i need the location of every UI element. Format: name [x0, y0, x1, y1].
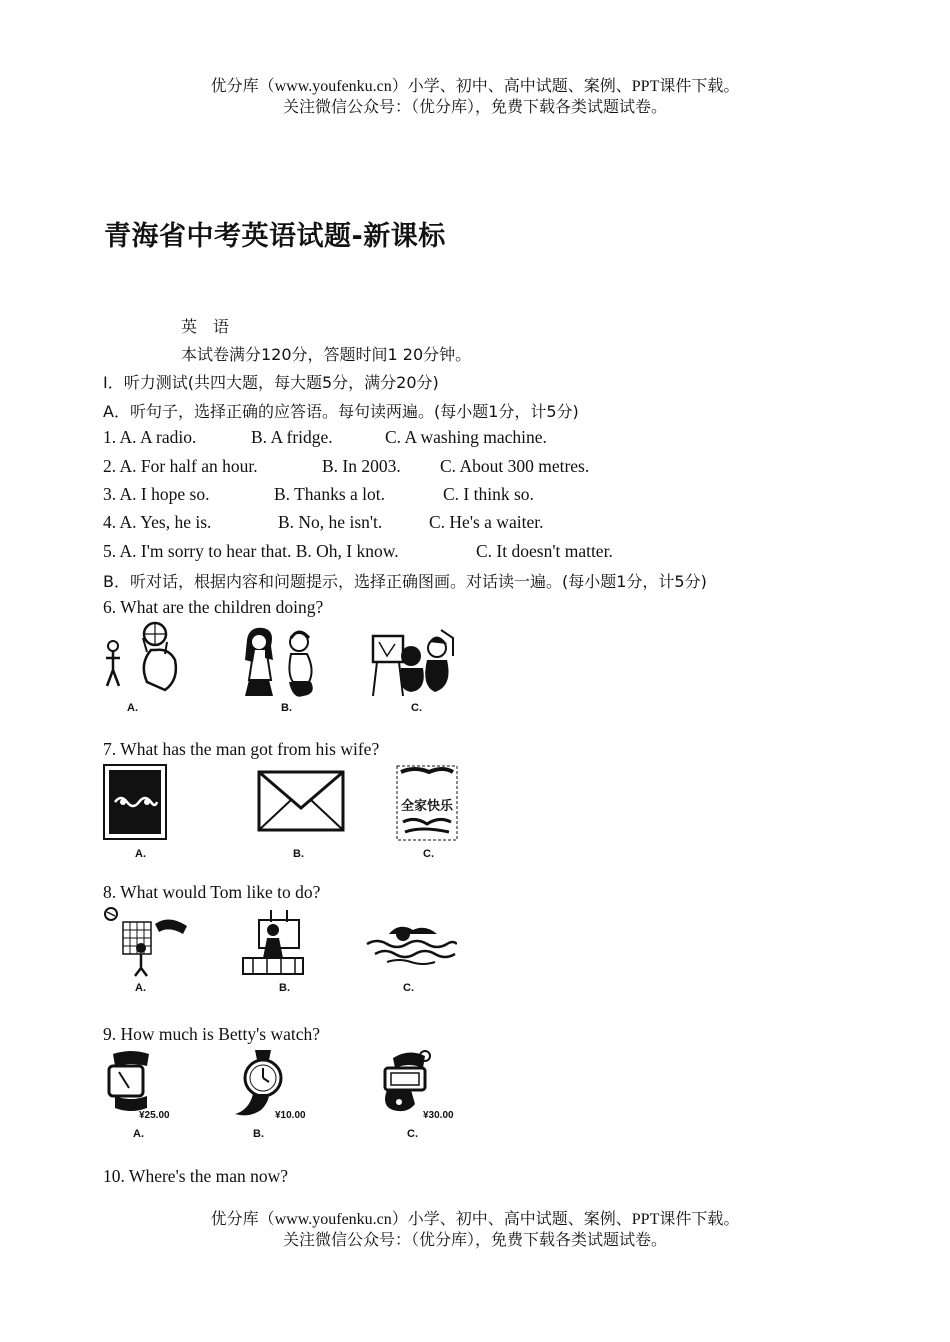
- page-header: [0, 76, 950, 118]
- q8-figure-c: [365, 904, 457, 994]
- footer-line-2: 关注微信公众号：（优分库），免费下载各类试题试卷。: [282, 1232, 667, 1249]
- q6-figure-c: [371, 620, 457, 714]
- watch-b-image: [229, 1048, 299, 1118]
- greeting-card-image: [395, 764, 459, 842]
- envelope-image: [257, 764, 345, 834]
- watch-c-image: [377, 1048, 437, 1114]
- price-a: ¥25.00: [139, 1110, 170, 1121]
- q4-option-a: 4. A. Yes, he is.: [103, 512, 212, 532]
- shopping-image: [239, 904, 309, 980]
- q7-figure-a: [103, 764, 167, 860]
- question-1: [103, 427, 803, 449]
- q1-option-b: B. A fridge.: [251, 427, 333, 447]
- talking-girls-image: [237, 620, 327, 700]
- document-title: 青海省中考英语试题-新课标: [104, 221, 446, 252]
- footer-line-1: 优分库（www.youfenku.cn）小学、初中、高中试题、案例、PPT课件下载。: [210, 1211, 740, 1228]
- q7-figure-b: [257, 764, 345, 860]
- q6-label-b: B.: [281, 702, 292, 714]
- part-b-heading: B．听对话，根据内容和问题提示，选择正确图画。对话读一遍。(每小题1分，计5分): [103, 572, 707, 591]
- q9-figure-b: [229, 1048, 306, 1140]
- q5-option-ab: 5. A. I'm sorry to hear that. B. Oh, I know.: [103, 541, 399, 561]
- question-4: [103, 512, 803, 534]
- basketball-players-image: [103, 620, 183, 700]
- q2-option-b: B. In 2003.: [322, 456, 401, 476]
- q6-label-a: A.: [127, 702, 138, 714]
- q7-figures: [103, 764, 463, 862]
- q7-figure-c: [395, 764, 459, 860]
- q8-figure-a: [103, 904, 193, 994]
- swimming-image: [365, 904, 457, 974]
- section-1-heading: I．听力测试(共四大题，每大题5分，满分20分): [103, 373, 439, 392]
- volleyball-image: [103, 904, 193, 980]
- question-7: 7. What has the man got from his wife?: [103, 739, 380, 759]
- q3-option-c: C. I think so.: [443, 484, 534, 504]
- q9-label-b: B.: [253, 1128, 264, 1140]
- question-8: 8. What would Tom like to do?: [103, 882, 321, 902]
- q9-label-a: A.: [133, 1128, 144, 1140]
- page-footer: [0, 1209, 950, 1251]
- question-5: [103, 541, 803, 563]
- question-9: 9. How much is Betty's watch?: [103, 1024, 321, 1044]
- q8-figure-b: [239, 904, 309, 994]
- q2-option-a: 2. A. For half an hour.: [103, 456, 258, 476]
- painting-children-image: [371, 620, 457, 700]
- subject-label: 英 语: [181, 317, 230, 336]
- q1-option-a: 1. A. A radio.: [103, 427, 197, 447]
- q8-label-b: B.: [279, 982, 290, 994]
- q9-figures: [103, 1048, 463, 1144]
- price-b: ¥10.00: [275, 1110, 306, 1121]
- q3-option-b: B. Thanks a lot.: [274, 484, 385, 504]
- exam-intro: 本试卷满分120分，答题时间1 20分钟。: [181, 345, 472, 364]
- q9-figure-c: [377, 1048, 454, 1140]
- question-6: 6. What are the children doing?: [103, 597, 324, 617]
- q8-figures: [103, 904, 463, 998]
- header-line-1: 优分库（www.youfenku.cn）小学、初中、高中试题、案例、PPT课件下载。: [210, 78, 740, 95]
- framed-picture-image: [103, 764, 167, 840]
- q6-figure-a: [103, 620, 183, 714]
- q6-label-c: C.: [411, 702, 422, 714]
- q2-option-c: C. About 300 metres.: [440, 456, 590, 476]
- q4-option-c: C. He's a waiter.: [429, 512, 544, 532]
- q5-option-c: C. It doesn't matter.: [476, 541, 613, 561]
- header-line-2: 关注微信公众号：（优分库），免费下载各类试题试卷。: [282, 99, 667, 116]
- q8-label-a: A.: [135, 982, 146, 994]
- q7-label-a: A.: [135, 848, 146, 860]
- watch-a-image: [103, 1048, 159, 1114]
- question-3: [103, 484, 803, 506]
- q9-figure-a: [103, 1048, 170, 1140]
- q7-label-b: B.: [293, 848, 304, 860]
- q4-option-b: B. No, he isn't.: [278, 512, 383, 532]
- greeting-card-text: 全家快乐: [400, 799, 454, 814]
- q9-label-c: C.: [407, 1128, 418, 1140]
- q6-figure-b: [237, 620, 327, 714]
- part-a-heading: A．听句子，选择正确的应答语。每句读两遍。(每小题1分，计5分): [103, 402, 579, 421]
- q6-figures: [103, 620, 463, 716]
- q3-option-a: 3. A. I hope so.: [103, 484, 210, 504]
- question-2: [103, 456, 803, 478]
- q1-option-c: C. A washing machine.: [385, 427, 547, 447]
- q8-label-c: C.: [403, 982, 414, 994]
- q7-label-c: C.: [423, 848, 434, 860]
- question-10: 10. Where's the man now?: [103, 1166, 289, 1186]
- price-c: ¥30.00: [423, 1110, 454, 1121]
